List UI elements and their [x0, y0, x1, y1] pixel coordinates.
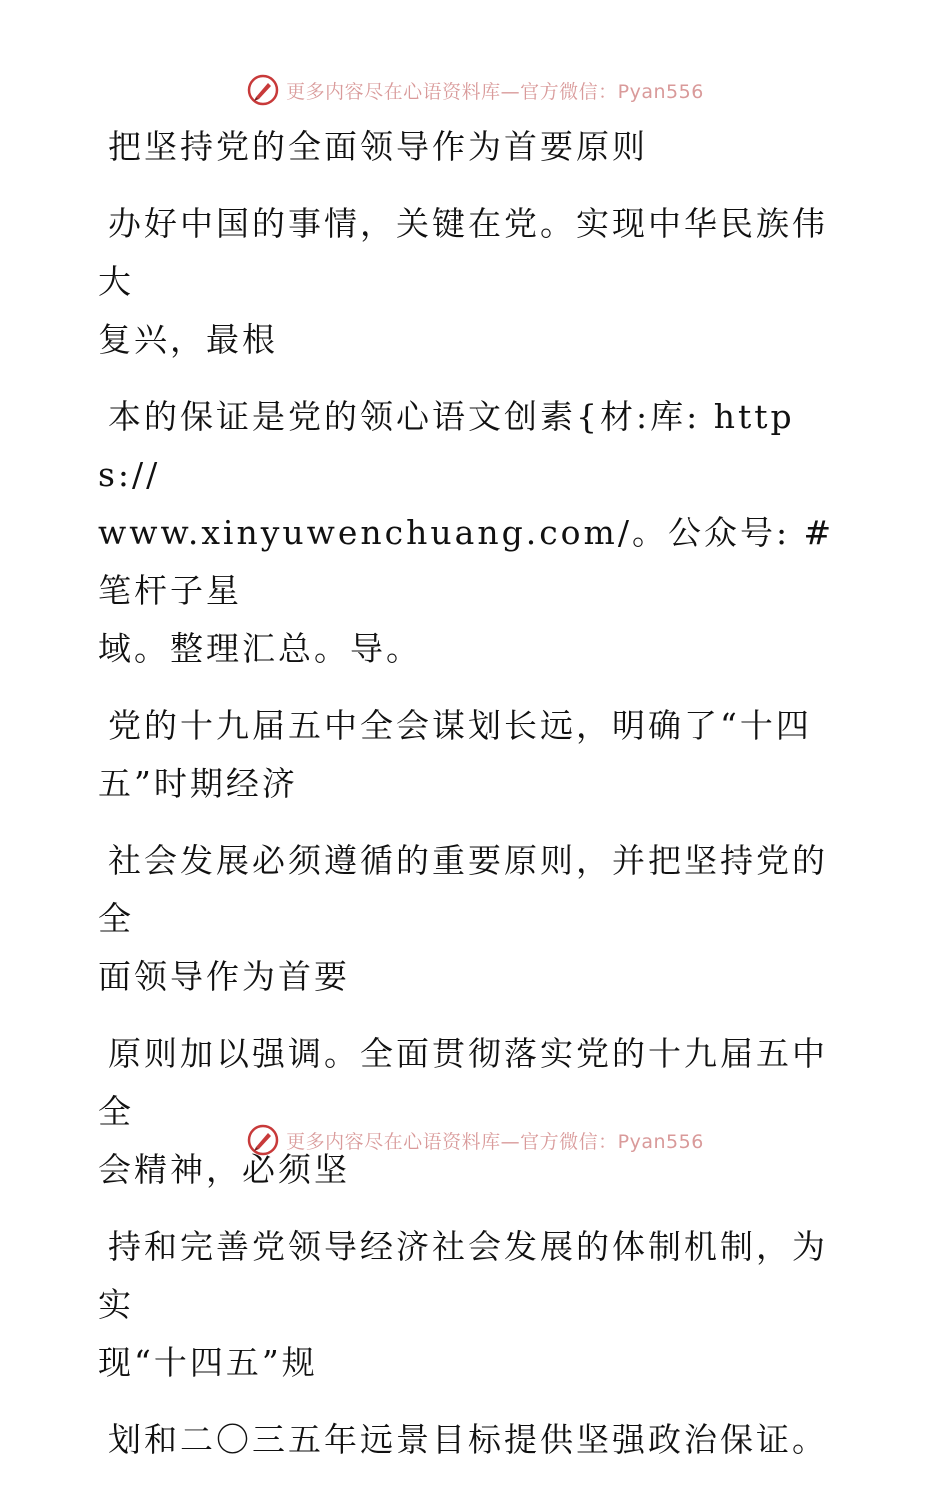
text-line: 党的十九届五中全会谋划长远，明确了“十四	[108, 706, 812, 745]
paragraph-2	[98, 195, 838, 369]
text-line: 五”时期经济	[98, 764, 298, 803]
text-line: 复兴，最根	[98, 320, 278, 359]
pen-logo-icon	[246, 1123, 280, 1157]
document-body	[98, 118, 838, 1488]
footer-watermark	[0, 1120, 950, 1160]
text-line: 社会发展必须遵循的重要原则，并把坚持党的全	[98, 841, 828, 938]
watermark-text: 更多内容尽在心语资料库—官方微信：Pyan556	[286, 1130, 704, 1153]
watermark-text: 更多内容尽在心语资料库—官方微信：Pyan556	[286, 80, 704, 103]
text-line: 本的保证是党的领心语文创素{材:库: https://	[98, 397, 795, 494]
text-line: 办好中国的事情，关键在党。实现中华民族伟大	[98, 204, 828, 301]
text-line: 域。整理汇总。导。	[98, 629, 422, 668]
paragraph-4	[98, 697, 838, 813]
pen-logo-icon	[246, 73, 280, 107]
text-line: 会精神，必须坚	[98, 1150, 350, 1189]
text-line: www.xinyuwenchuang.com/。公众号: #笔杆子星	[98, 513, 835, 610]
paragraph-3	[98, 388, 838, 678]
text-line: 划和二〇三五年远景目标提供坚强政治保证。	[108, 1420, 828, 1459]
text-line: 原则加以强调。全面贯彻落实党的十九届五中全	[98, 1034, 828, 1131]
paragraph-6	[98, 1025, 838, 1199]
paragraph-5	[98, 832, 838, 1006]
text-line: 面领导作为首要	[98, 957, 350, 996]
paragraph-7	[98, 1218, 838, 1392]
paragraph-1	[98, 118, 838, 176]
text-line: 持和完善党领导经济社会发展的体制机制，为实	[98, 1227, 828, 1324]
text-line: 把坚持党的全面领导作为首要原则	[108, 127, 648, 166]
text-line: 现“十四五”规	[98, 1343, 318, 1382]
header-watermark	[0, 70, 950, 110]
paragraph-8	[98, 1411, 838, 1469]
